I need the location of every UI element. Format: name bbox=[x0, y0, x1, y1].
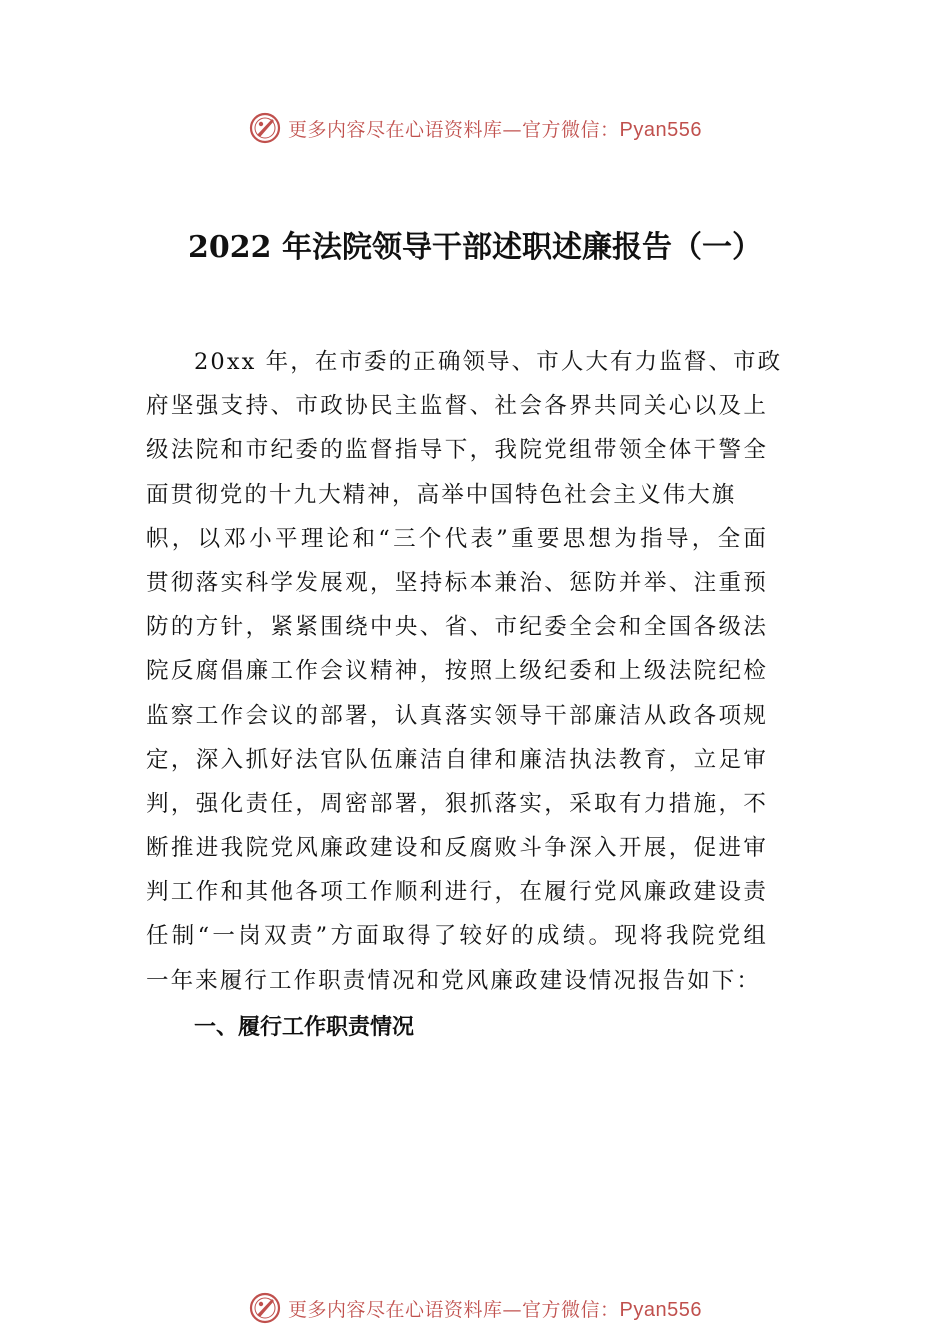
paragraph-line: 院反腐倡廉工作会议精神，按照上级纪委和上级法院纪检 bbox=[146, 658, 768, 685]
paragraph-line: 帜，以邓小平理论和“三个代表”重要思想为指导，全面 bbox=[146, 525, 768, 552]
seal-logo-icon bbox=[248, 1291, 282, 1325]
paragraph-line: 面贯彻党的十九大精神，高举中国特色社会主义伟大旗 bbox=[146, 481, 737, 508]
paragraph-line: 贯彻落实科学发展观，坚持标本兼治、惩防并举、注重预 bbox=[146, 569, 768, 596]
paragraph-line: 判，强化责任，周密部署，狠抓落实，采取有力措施，不 bbox=[146, 790, 768, 817]
paragraph-line: 任制“一岗双责”方面取得了较好的成绩。现将我院党组 bbox=[146, 923, 768, 950]
paragraph-line: 级法院和市纪委的监督指导下，我院党组带领全体干警全 bbox=[146, 437, 768, 464]
section-heading: 一、履行工作职责情况 bbox=[194, 1015, 415, 1040]
paragraph-line: 一年来履行工作职责情况和党风廉政建设情况报告如下： bbox=[146, 967, 762, 994]
paragraph-line: 判工作和其他各项工作顺利进行，在履行党风廉政建设责 bbox=[146, 879, 768, 906]
watermark-text: 更多内容尽在心语资料库—官方微信：Pyan556 bbox=[288, 1298, 702, 1321]
paragraph-line: 监察工作会议的部署，认真落实领导干部廉洁从政各项规 bbox=[146, 702, 768, 729]
document-title: 2022 年法院领导干部述职述廉报告（一） bbox=[188, 230, 762, 265]
paragraph-line: 20xx 年，在市委的正确领导、市人大有力监督、市政 bbox=[194, 349, 783, 375]
paragraph-line: 府坚强支持、市政协民主监督、社会各界共同关心以及上 bbox=[146, 393, 768, 420]
paragraph-line: 断推进我院党风廉政建设和反腐败斗争深入开展，促进审 bbox=[146, 835, 768, 862]
seal-logo-icon bbox=[248, 111, 282, 145]
header-watermark bbox=[0, 108, 950, 148]
paragraph-line: 定，深入抓好法官队伍廉洁自律和廉洁执法教育，立足审 bbox=[146, 746, 768, 773]
watermark-wechat-id: Pyan556 bbox=[619, 1298, 702, 1321]
watermark-wechat-id: Pyan556 bbox=[619, 118, 702, 141]
footer-watermark bbox=[0, 1288, 950, 1328]
paragraph-line: 防的方针，紧紧围绕中央、省、市纪委全会和全国各级法 bbox=[146, 614, 768, 641]
document-paragraph bbox=[146, 340, 783, 1003]
watermark-text: 更多内容尽在心语资料库—官方微信：Pyan556 bbox=[288, 118, 702, 141]
